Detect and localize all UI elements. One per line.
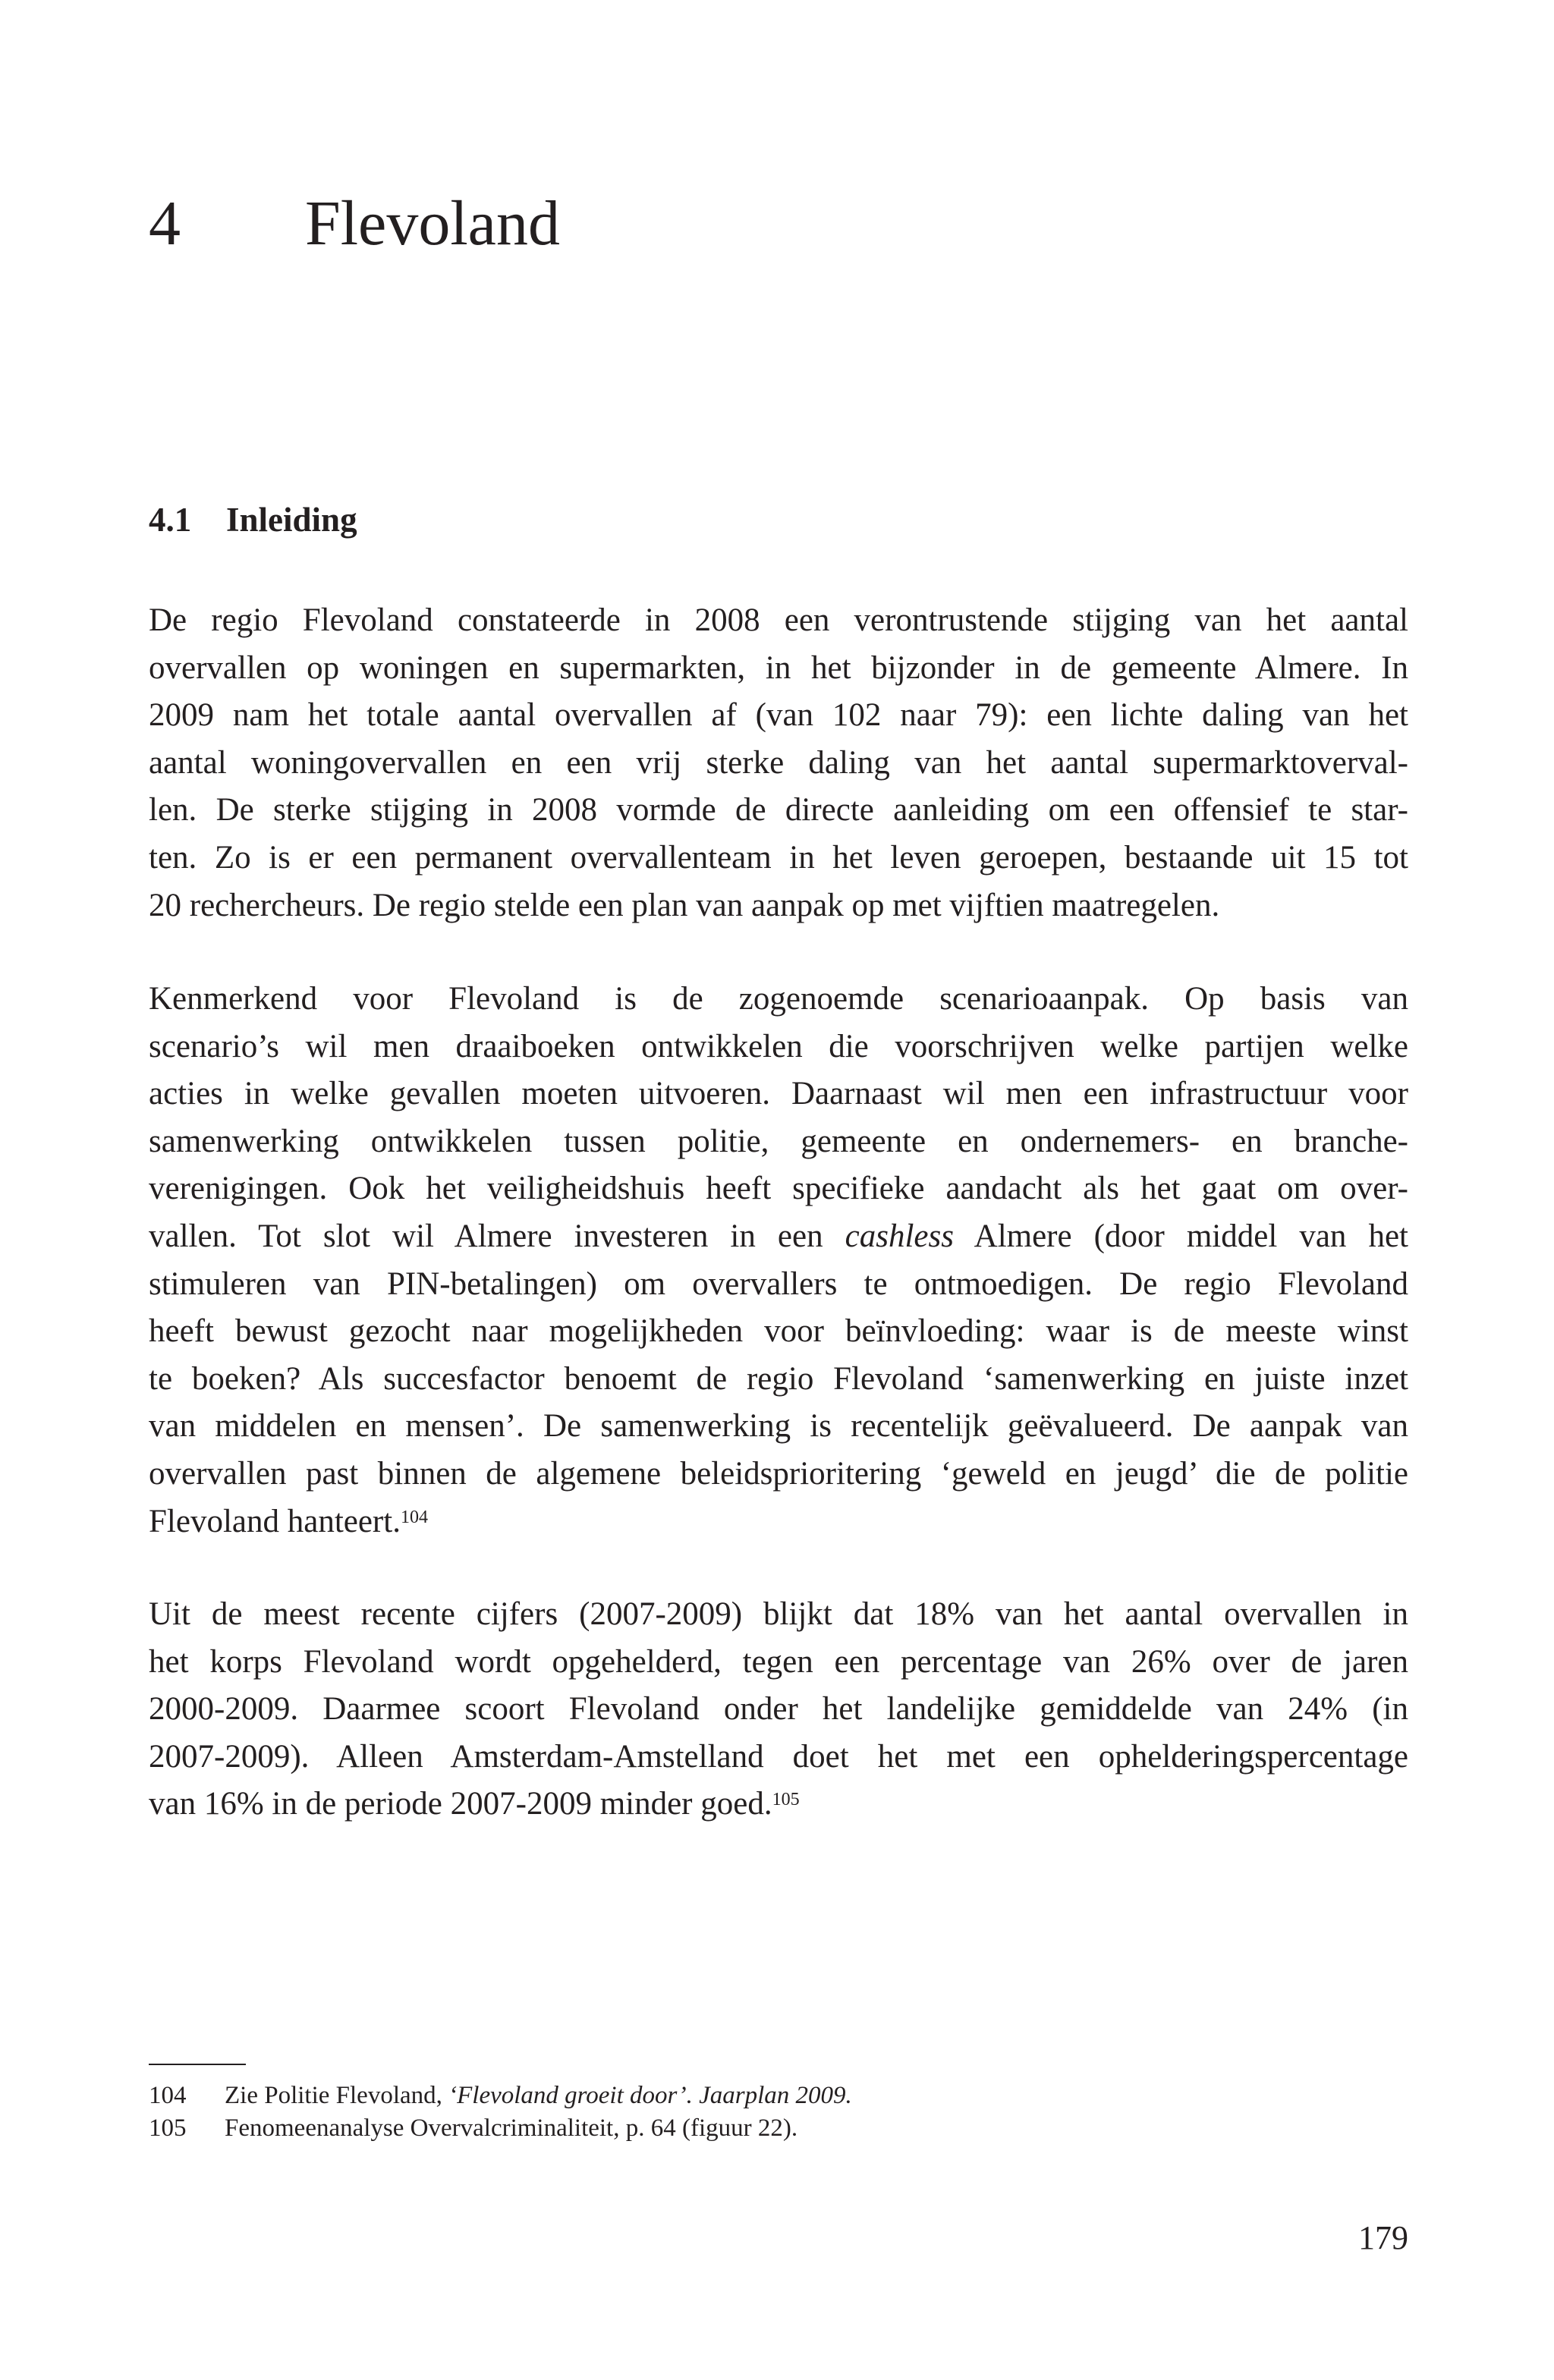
chapter-number: 4 (149, 188, 181, 259)
text-line: stimuleren van PIN-betalingen) om overvallers te ontmoedigen. De regio Flevoland (149, 1265, 1408, 1302)
text-segment: vallen. Tot slot wil Almere investeren in een (149, 1218, 845, 1254)
text-line: acties in welke gevallen moeten uitvoeren. Daarnaast wil men een infrastructuur voor (149, 1076, 1408, 1112)
footnote-text (225, 2080, 852, 2111)
text-line: 2000-2009. Daarmee scoort Flevoland onder het landelijke gemiddelde van 24% (in (149, 1691, 1408, 1728)
text-line: len. De sterke stijging in 2008 vormde de directe aanleiding om een offensief te star- (149, 792, 1408, 828)
text-line: scenario’s wil men draaiboeken ontwikkelen die voorschrijven welke partijen welke (149, 1028, 1408, 1064)
text-line: De regio Flevoland constateerde in 2008 een verontrustende stijging van het aantal (149, 602, 1408, 638)
text-line: van middelen en mensen’. De samenwerking is recentelijk geëvalueerd. De aanpak van (149, 1408, 1408, 1445)
footnote-text-plain: Zie Politie Flevoland, (225, 2082, 449, 2109)
paragraph-1 (149, 597, 1408, 929)
footnote-ref[interactable]: 105 (772, 1790, 800, 1810)
text-line: te boeken? Als succesfactor benoemt de regio Flevoland ‘samenwerking en juiste inzet (149, 1360, 1408, 1397)
footnote-text-italic: ‘Flevoland groeit door’. Jaarplan 2009. (448, 2082, 852, 2109)
text-segment: Almere (door middel van het (953, 1218, 1408, 1254)
text-line-with-italic (149, 1213, 1408, 1261)
page-number: 179 (1358, 2219, 1408, 2256)
section-title: Inleiding (226, 501, 357, 539)
text-segment: Flevoland hanteert. (149, 1503, 401, 1539)
paragraph-3 (149, 1591, 1408, 1828)
footnote-ref[interactable]: 104 (400, 1507, 428, 1527)
text-line: 20 rechercheurs. De regio stelde een plan van aanpak op met vijftien maatregelen. (149, 887, 1220, 923)
text-line: Kenmerkend voor Flevoland is de zogenoemde scenarioaanpak. Op basis van (149, 981, 1408, 1017)
text-line: overvallen past binnen de algemene beleidsprioritering ‘geweld en jeugd’ die de politie (149, 1455, 1408, 1492)
text-segment: van 16% in de periode 2007-2009 minder goed. (149, 1786, 772, 1822)
text-line: ten. Zo is er een permanent overvallenteam in het leven geroepen, bestaande uit 15 tot (149, 839, 1408, 876)
text-line: Uit de meest recente cijfers (2007-2009) blijkt dat 18% van het aantal overvallen in (149, 1596, 1408, 1632)
text-line: het korps Flevoland wordt opgehelderd, tegen een percentage van 26% over de jaren (149, 1643, 1408, 1680)
footnote-text (225, 2113, 797, 2143)
text-line-last (149, 1781, 1408, 1828)
text-line: overvallen op woningen en supermarkten, in het bijzonder in de gemeente Almere. In (149, 649, 1408, 686)
footnote-number: 105 (149, 2114, 187, 2142)
text-line: verenigingen. Ook het veiligheidshuis heeft specifieke aandacht als het gaat om over- (149, 1171, 1408, 1207)
footnote-text-plain: Fenomeenanalyse Overvalcriminaliteit, p. 64 (figuur 22). (225, 2114, 798, 2142)
text-line: heeft bewust gezocht naar mogelijkheden voor beïnvloeding: waar is de meeste winst (149, 1313, 1408, 1350)
footnote-separator (149, 2064, 246, 2065)
text-line: aantal woningovervallen en een vrij sterke daling van het aantal supermarktoverval- (149, 744, 1408, 781)
section-number: 4.1 (149, 501, 192, 539)
text-line: 2009 nam het totale aantal overvallen af (van 102 naar 79): een lichte daling van het (149, 697, 1408, 734)
italic-term: cashless (845, 1218, 954, 1254)
text-line-last (149, 1498, 1408, 1546)
text-line: samenwerking ontwikkelen tussen politie, gemeente en ondernemers- en branche- (149, 1123, 1408, 1159)
text-line: 2007-2009). Alleen Amsterdam-Amstelland doet het met een ophelderingspercentage (149, 1738, 1408, 1775)
footnote-number: 104 (149, 2082, 187, 2109)
paragraph-2 (149, 976, 1408, 1545)
chapter-title: Flevoland (305, 188, 560, 259)
